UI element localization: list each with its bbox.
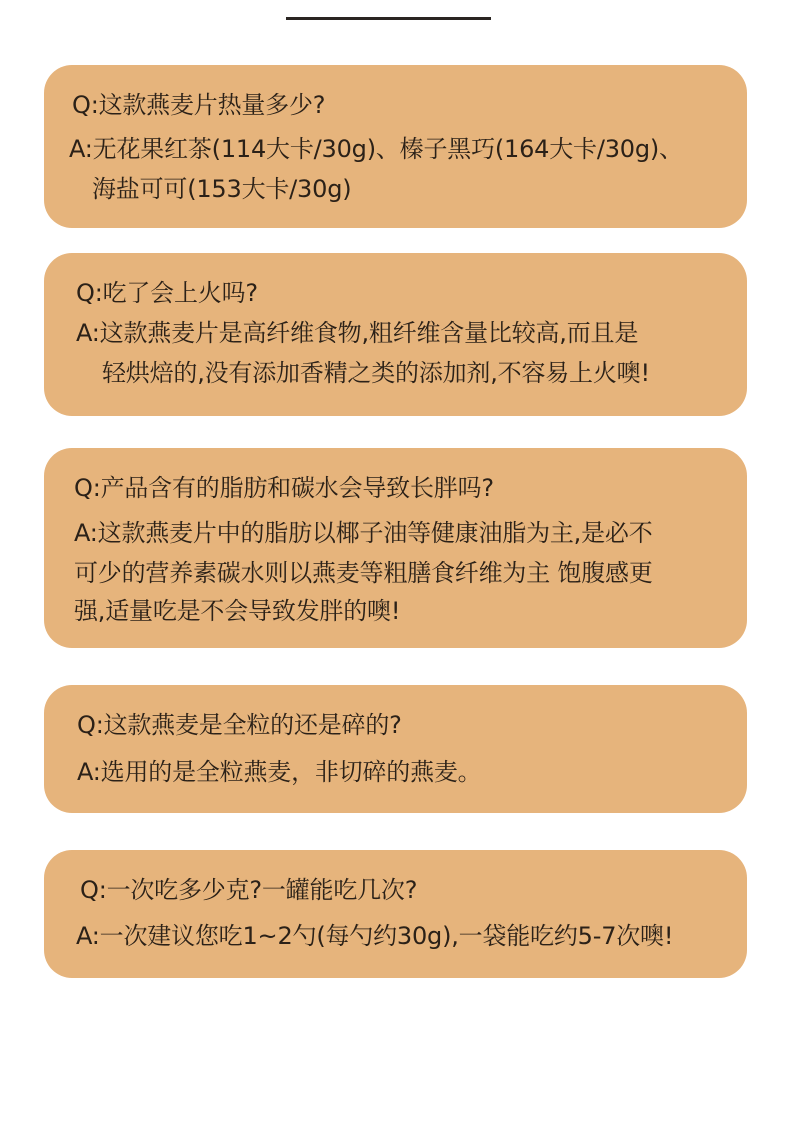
faq-card-calories <box>44 65 747 228</box>
faq-answer-line: 海盐可可(153大卡/30g) <box>92 175 352 203</box>
faq-answer-line: 强,适量吃是不会导致发胖的噢! <box>74 597 401 625</box>
faq-answer-line: A:这款燕麦片中的脂肪以椰子油等健康油脂为主,是必不 <box>74 519 653 547</box>
faq-question: Q:这款燕麦片热量多少? <box>72 91 326 119</box>
faq-answer-line: 可少的营养素碳水则以燕麦等粗膳食纤维为主 饱腹感更 <box>74 559 653 587</box>
faq-question: Q:这款燕麦是全粒的还是碎的? <box>77 711 402 739</box>
top-divider <box>286 17 491 20</box>
faq-question: Q:产品含有的脂肪和碳水会导致长胖吗? <box>74 474 494 502</box>
faq-answer-line: A:无花果红茶(114大卡/30g)、榛子黑巧(164大卡/30g)、 <box>69 135 683 163</box>
faq-card-whole-grain <box>44 685 747 813</box>
faq-card-fat-carbs <box>44 448 747 648</box>
faq-question: Q:一次吃多少克?一罐能吃几次? <box>80 876 418 904</box>
faq-answer-line: A:这款燕麦片是高纤维食物,粗纤维含量比较高,而且是 <box>76 319 639 347</box>
faq-answer-line: A:一次建议您吃1~2勺(每勺约30g),一袋能吃约5-7次噢! <box>76 922 674 950</box>
faq-card-heat <box>44 253 747 416</box>
faq-answer-line: A:选用的是全粒燕麦，非切碎的燕麦。 <box>77 758 482 786</box>
faq-question: Q:吃了会上火吗? <box>76 279 258 307</box>
faq-answer-line: 轻烘焙的,没有添加香精之类的添加剂,不容易上火噢! <box>102 359 650 387</box>
faq-card-serving <box>44 850 747 978</box>
